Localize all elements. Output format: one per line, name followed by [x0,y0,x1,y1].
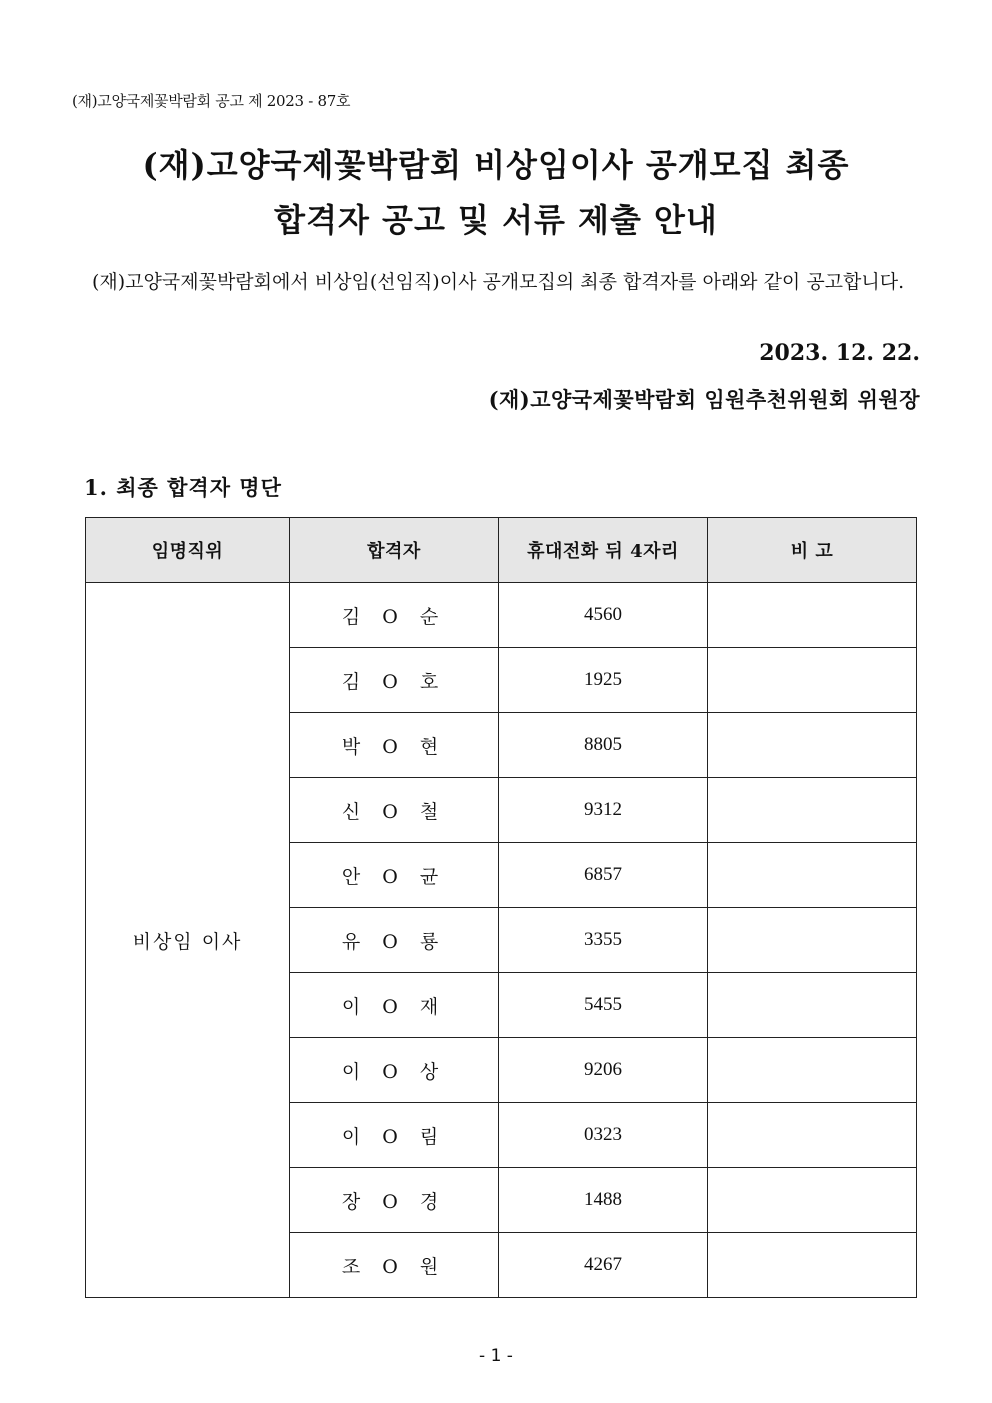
final-candidates-table [85,517,917,1298]
notice-number: (재)고양국제꽃박람회 공고 제 2023 - 87호 [72,92,351,110]
candidate-name-cell: 유 O 룡 [290,908,499,973]
phone-last4-cell: 6857 [499,843,708,908]
column-header-position: 임명직위 [86,518,290,583]
candidate-name-cell: 장 O 경 [290,1168,499,1233]
table-body [86,583,917,1298]
table-row [86,583,917,648]
phone-last4-cell: 1925 [499,648,708,713]
phone-last4-cell: 3355 [499,908,708,973]
phone-last4-cell: 5455 [499,973,708,1038]
phone-last4-cell: 4267 [499,1233,708,1298]
phone-last4-cell: 9206 [499,1038,708,1103]
issuing-organization: (재)고양국제꽃박람회 임원추천위원회 위원장 [488,387,920,412]
candidate-name-cell: 이 O 재 [290,973,499,1038]
column-header-phone-last4: 휴대전화 뒤 4자리 [499,518,708,583]
column-header-remarks: 비 고 [708,518,917,583]
remarks-cell [708,1233,917,1298]
remarks-cell [708,1038,917,1103]
appointment-position-cell: 비상임 이사 [86,583,290,1298]
section-heading-final-list: 1. 최종 합격자 명단 [84,475,282,500]
remarks-cell [708,778,917,843]
remarks-cell [708,908,917,973]
phone-last4-cell: 4560 [499,583,708,648]
phone-last4-cell: 8805 [499,713,708,778]
notice-date: 2023. 12. 22. [759,340,920,366]
candidate-name-cell: 조 O 원 [290,1233,499,1298]
phone-last4-cell: 0323 [499,1103,708,1168]
phone-last4-cell: 1488 [499,1168,708,1233]
candidate-name-cell: 박 O 현 [290,713,499,778]
remarks-cell [708,973,917,1038]
candidate-name-cell: 김 O 순 [290,583,499,648]
candidate-name-cell: 이 O 상 [290,1038,499,1103]
candidate-name-cell: 안 O 균 [290,843,499,908]
table-header-row [86,518,917,583]
remarks-cell [708,843,917,908]
remarks-cell [708,1168,917,1233]
remarks-cell [708,583,917,648]
phone-last4-cell: 9312 [499,778,708,843]
remarks-cell [708,713,917,778]
candidate-name-cell: 신 O 철 [290,778,499,843]
column-header-candidate: 합격자 [290,518,499,583]
remarks-cell [708,648,917,713]
document-title-line-2: 합격자 공고 및 서류 제출 안내 [274,201,718,239]
candidate-name-cell: 김 O 호 [290,648,499,713]
page-number: - 1 - [479,1346,513,1366]
candidate-name-cell: 이 O 림 [290,1103,499,1168]
document-title-line-1: (재)고양국제꽃박람회 비상임이사 공개모집 최종 [142,146,850,184]
remarks-cell [708,1103,917,1168]
intro-paragraph: (재)고양국제꽃박람회에서 비상임(선임직)이사 공개모집의 최종 합격자를 아래와 같이 공고합니다. [92,271,905,293]
